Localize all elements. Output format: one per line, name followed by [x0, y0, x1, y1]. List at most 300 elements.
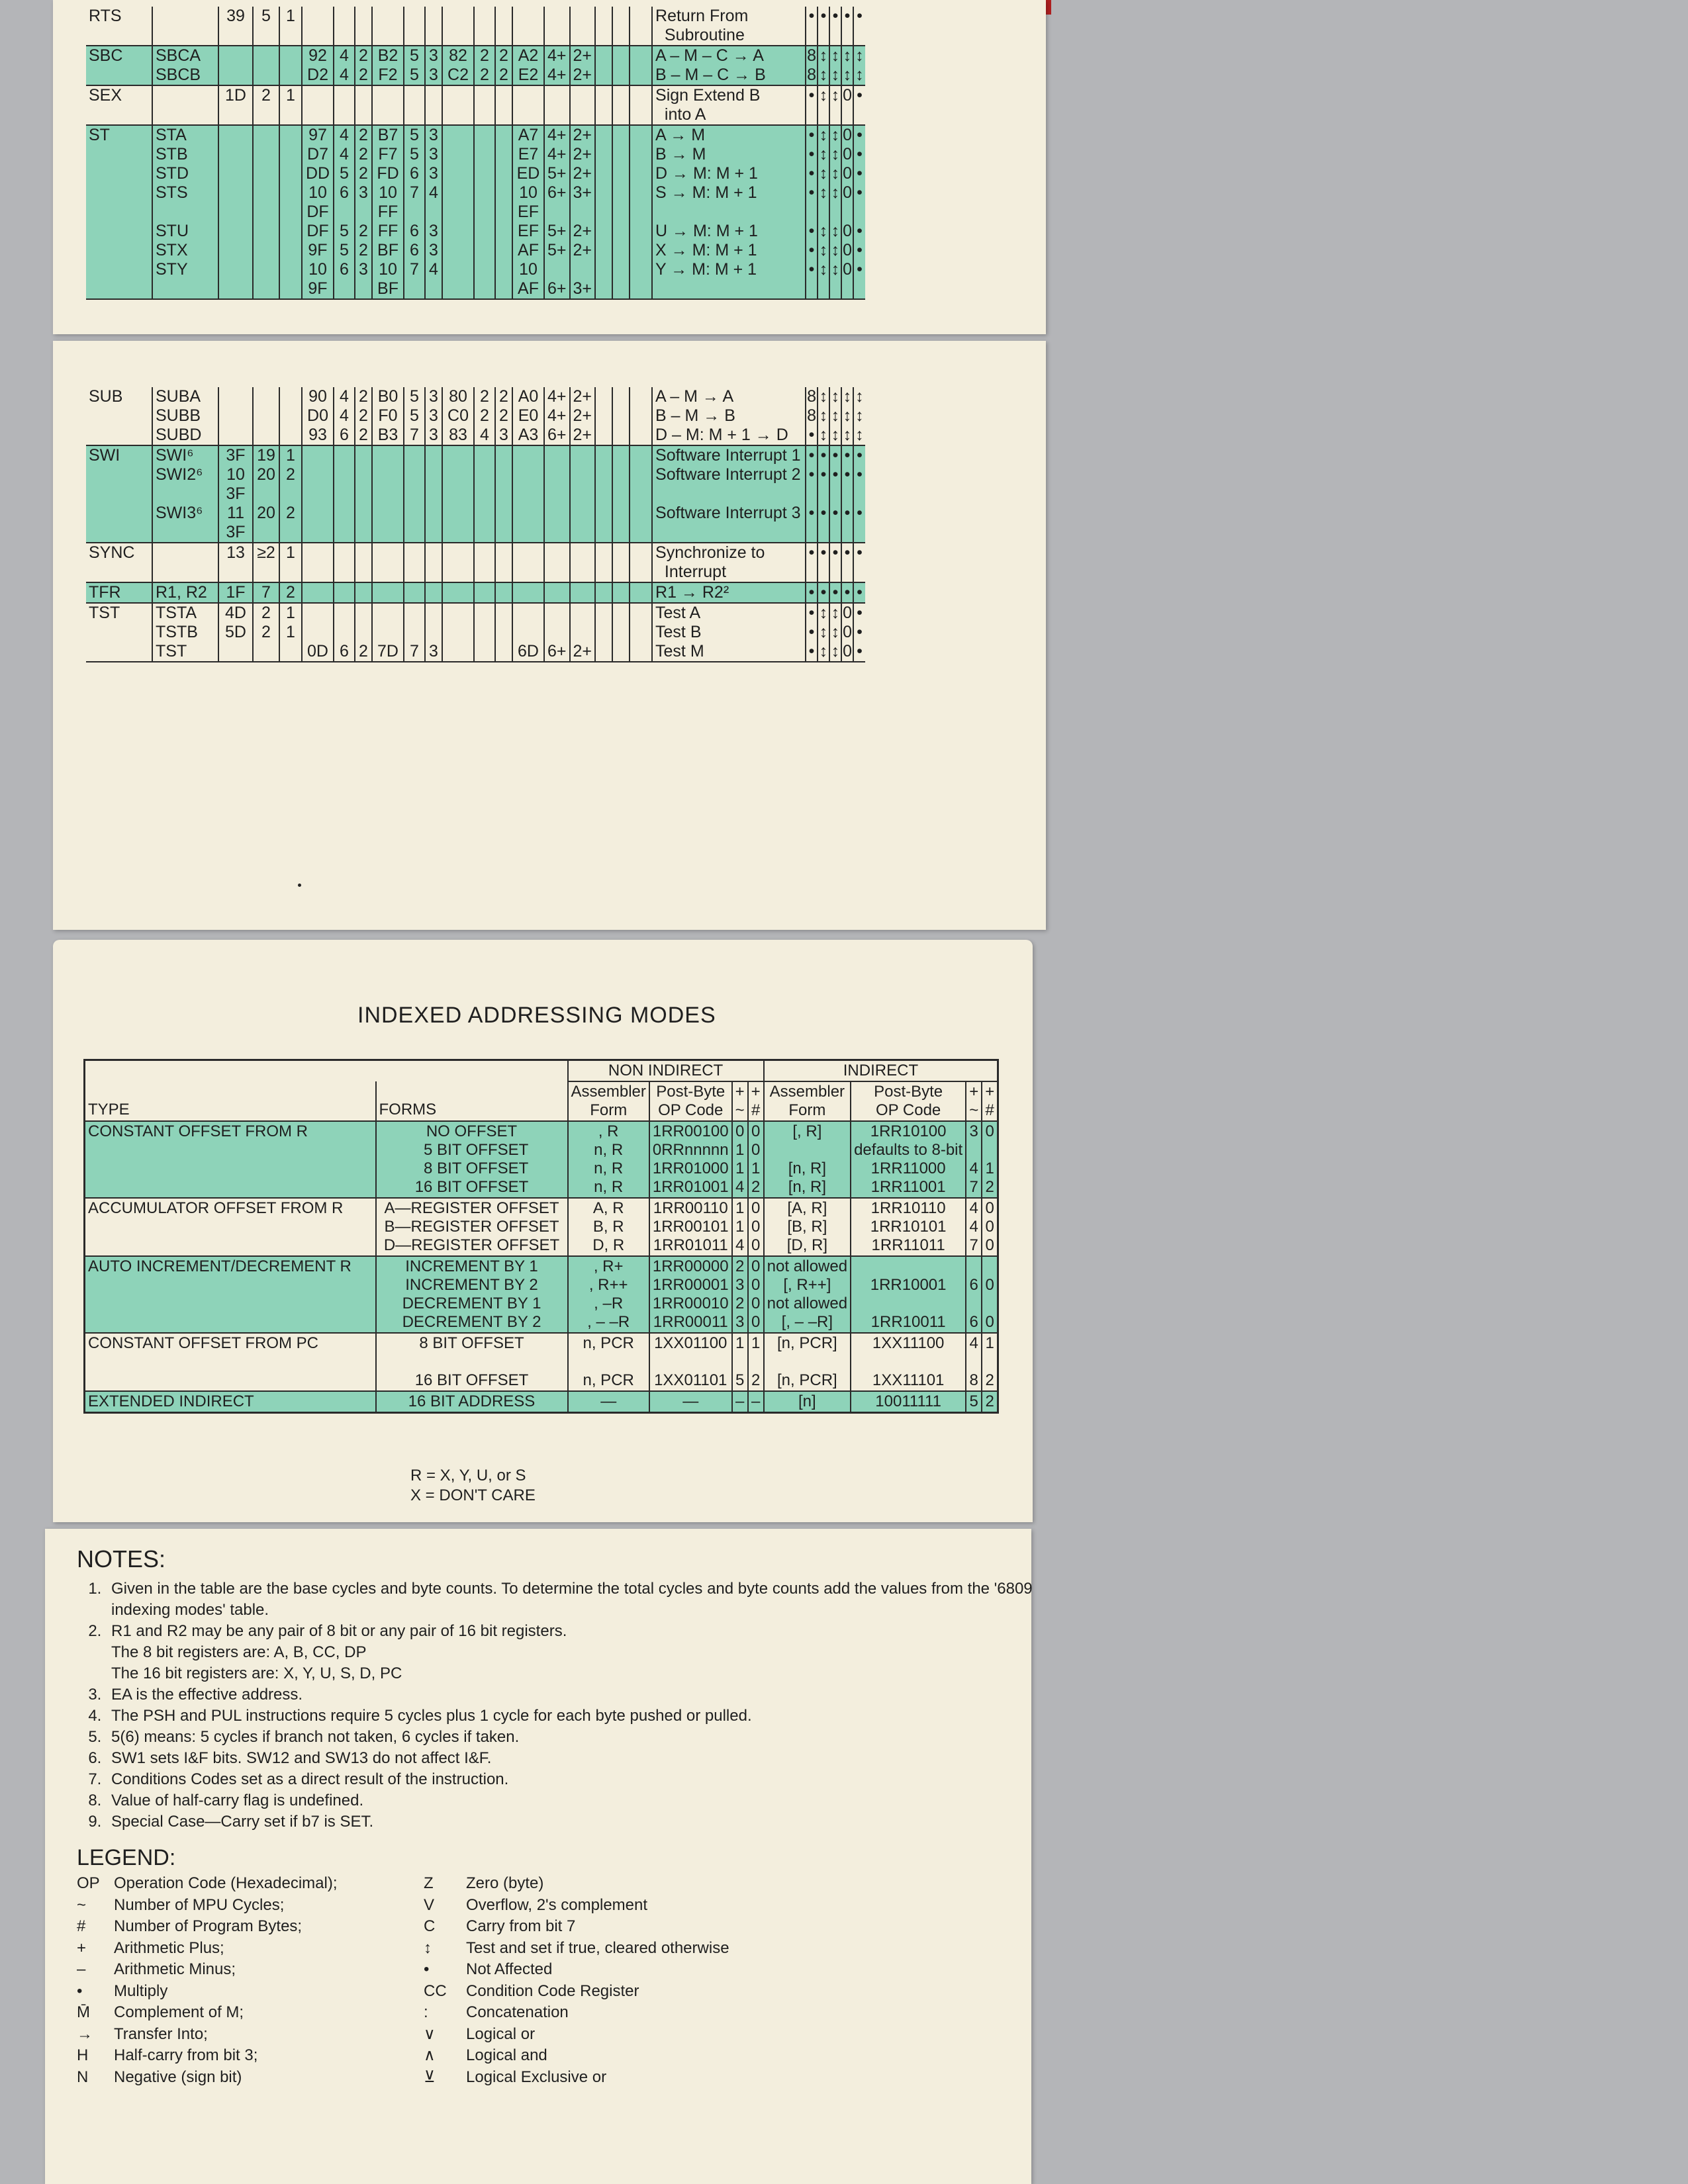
legend-entry — [424, 2024, 729, 2046]
legend-description: Number of MPU Cycles; — [114, 1895, 285, 1914]
instruction-cell — [152, 543, 218, 582]
instruction-cell — [474, 85, 495, 125]
instruction-cell — [570, 85, 596, 125]
indexed-h-cell: – — [748, 1391, 764, 1413]
instruction-cell — [474, 582, 495, 603]
legend-symbol: V — [424, 1895, 435, 1914]
instruction-cell — [442, 445, 474, 543]
legend-symbol: + — [77, 1938, 87, 1957]
instruction-cell: 0 0 0 0 0 0 0 — [841, 125, 853, 299]
instruction-cell — [253, 387, 279, 445]
instruction-cell: • • • — [853, 445, 865, 543]
instruction-cell: A2 E2 — [512, 46, 544, 85]
instruction-cell: ↕ ↕ ↕ — [841, 387, 853, 445]
indexed-asm-cell: n, PCR n, PCR — [568, 1333, 649, 1391]
indexed-ih-cell: 2 — [982, 1391, 998, 1413]
legend-description: Arithmetic Plus; — [114, 1938, 224, 1957]
legend-entry — [77, 2002, 338, 2024]
instruction-cell: R1 → R2² — [652, 582, 806, 603]
indexed-p-cell: 0 1 1 4 — [732, 1121, 748, 1198]
instruction-cell — [595, 603, 612, 662]
instruction-cell — [404, 543, 425, 582]
type-header: TYPE — [85, 1081, 376, 1121]
legend-entry — [424, 1938, 729, 1960]
instruction-cell — [253, 125, 279, 299]
note-6: 6. SW1 sets I&F bits. SW12 and SW13 do not affect I&F. — [106, 1748, 1046, 1769]
instruction-cell — [595, 46, 612, 85]
indexed-row — [85, 1121, 998, 1198]
instruction-cell: Return From Subroutine — [652, 7, 806, 46]
instruction-cell: 1F — [218, 582, 253, 603]
indirect-cycles-header: + ~ — [966, 1081, 982, 1121]
instruction-cell: ↕ ↕ — [818, 46, 829, 85]
instruction-cell: ↕ ↕ ↕ ↕ ↕ ↕ ↕ — [829, 125, 841, 299]
indirect-bytes-header: + # — [982, 1081, 998, 1121]
instruction-cell: 0D — [302, 603, 334, 662]
instruction-cell — [355, 445, 372, 543]
legend-symbol: OP — [77, 1874, 100, 1892]
instruction-cell — [612, 125, 630, 299]
instruction-cell: • — [829, 543, 841, 582]
instruction-cell: 0 0 0 — [841, 603, 853, 662]
instruction-cell: ≥2 — [253, 543, 279, 582]
legend-symbol: ↕ — [424, 1938, 432, 1957]
legend-entry — [424, 1873, 729, 1895]
instruction-cell: SWI⁶ SWI2⁶ SWI3⁶ — [152, 445, 218, 543]
instruction-cell: • • • • • • • — [806, 125, 818, 299]
instruction-cell: TSTA TSTB TST — [152, 603, 218, 662]
instruction-cell — [442, 543, 474, 582]
instruction-cell: 92 D2 — [302, 46, 334, 85]
instruction-cell: ST — [86, 125, 152, 299]
legend-symbol: ~ — [77, 1895, 87, 1914]
instruction-cell: 2 — [279, 582, 302, 603]
instruction-cell: 2 2 — [495, 46, 512, 85]
indexed-h-cell: 0 0 0 — [748, 1198, 764, 1256]
legend-entry — [424, 1916, 729, 1938]
instruction-row — [86, 445, 865, 543]
indexed-iasm-cell: [n] — [764, 1391, 851, 1413]
instruction-cell: 7D — [372, 603, 404, 662]
instruction-cell: 2+ 2+ 2+ 3+ 2+ 2+ 3+ — [570, 125, 596, 299]
note-3: 3. EA is the effective address. — [106, 1684, 1046, 1706]
instruction-cell — [570, 543, 596, 582]
legend-entry — [77, 1938, 338, 1960]
instruction-cell — [512, 445, 544, 543]
instruction-cell — [570, 582, 596, 603]
instruction-cell — [630, 7, 652, 46]
indirect-header: INDIRECT — [764, 1060, 998, 1082]
legend-symbol: • — [77, 1981, 83, 2000]
instruction-cell — [630, 125, 652, 299]
instruction-cell — [495, 445, 512, 543]
instruction-cell: B2 F2 — [372, 46, 404, 85]
indexed-forms-cell: A—REGISTER OFFSET B—REGISTER OFFSET D—REGISTER OFFSET — [376, 1198, 568, 1256]
instruction-cell: • — [853, 85, 865, 125]
legend-description: Carry from bit 7 — [466, 1917, 576, 1935]
instruction-cell: 6D — [512, 603, 544, 662]
indexed-ih-cell: 0 0 0 — [982, 1198, 998, 1256]
instruction-cell — [425, 543, 442, 582]
instruction-cell — [630, 543, 652, 582]
instruction-cell — [495, 603, 512, 662]
instruction-cell: 4+ 4+ 5+ 6+ 5+ 5+ 6+ — [544, 125, 570, 299]
instruction-cell — [152, 7, 218, 46]
instruction-cell: ↕ ↕ — [853, 46, 865, 85]
instruction-cell — [279, 125, 302, 299]
indexed-ih-cell: 1 2 — [982, 1333, 998, 1391]
indexed-forms-cell: INCREMENT BY 1 INCREMENT BY 2 DECREMENT BY 1 DECREMENT BY 2 — [376, 1256, 568, 1333]
indexed-ih-cell: 0 0 — [982, 1256, 998, 1333]
legend-description: Arithmetic Minus; — [114, 1960, 236, 1978]
instruction-cell — [544, 543, 570, 582]
instruction-cell: • — [829, 7, 841, 46]
legend-symbol: ⊻ — [424, 2068, 436, 2086]
instruction-cell — [544, 445, 570, 543]
legend-entry — [424, 1895, 729, 1917]
legend-description: Half-carry from bit 3; — [114, 2046, 258, 2064]
instruction-card-top — [53, 0, 1046, 334]
instruction-row — [86, 7, 865, 46]
instruction-cell: SUBA SUBB SUBD — [152, 387, 218, 445]
indexed-type-cell: ACCUMULATOR OFFSET FROM R — [85, 1198, 376, 1256]
instruction-cell: ↕ ↕ — [841, 46, 853, 85]
indexed-post-cell: 1RR00110 1RR00101 1RR01011 — [649, 1198, 732, 1256]
instruction-cell: 4+ 4+ — [544, 46, 570, 85]
instruction-cell: SWI — [86, 445, 152, 543]
indexed-title: INDEXED ADDRESSING MODES — [357, 1003, 716, 1028]
indexed-post-cell: — — [649, 1391, 732, 1413]
legend-symbol: CC — [424, 1981, 447, 2000]
legend-entry — [77, 2024, 338, 2046]
indexed-forms-cell: 8 BIT OFFSET 16 BIT OFFSET — [376, 1333, 568, 1391]
instruction-cell: TFR — [86, 582, 152, 603]
legend-entry — [424, 1959, 729, 1981]
instruction-cell: 2 2 3 — [495, 387, 512, 445]
instruction-cell — [302, 85, 334, 125]
instruction-cell: 2+ — [570, 603, 596, 662]
note-1: 1. Given in the table are the base cycles and byte counts. To determine the total cycles and byte counts add the values from the '6809 indexing modes' table. — [106, 1578, 1046, 1621]
instruction-cell: 97 D7 DD 10 DF DF 9F 10 9F — [302, 125, 334, 299]
instruction-cell — [372, 582, 404, 603]
instruction-cell: 4D 5D — [218, 603, 253, 662]
instruction-cell — [630, 85, 652, 125]
instruction-cell — [474, 603, 495, 662]
instruction-cell: 5 5 — [404, 46, 425, 85]
instruction-cell — [404, 582, 425, 603]
cycles-header: + ~ — [732, 1081, 748, 1121]
instruction-cell: • — [853, 7, 865, 46]
legend-left-column — [77, 1873, 338, 2088]
instruction-cell: 2 2 — [474, 46, 495, 85]
indexed-iasm-cell: not allowed [, R++] not allowed [, – –R] — [764, 1256, 851, 1333]
instruction-cell — [404, 7, 425, 46]
instruction-cell: • — [818, 582, 829, 603]
indexed-iasm-cell: [n, PCR] [n, PCR] — [764, 1333, 851, 1391]
instruction-row — [86, 46, 865, 85]
indexed-type-cell: CONSTANT OFFSET FROM R — [85, 1121, 376, 1198]
dont-care-note: X = DON'T CARE — [410, 1486, 536, 1504]
legend-entry — [424, 2067, 729, 2089]
indexed-post-cell: 1XX01100 1XX01101 — [649, 1333, 732, 1391]
indexed-iasm-cell: [, R] [n, R] [n, R] — [764, 1121, 851, 1198]
instruction-cell: A0 E0 A3 — [512, 387, 544, 445]
instruction-cell: ↕ ↕ ↕ ↕ ↕ ↕ ↕ — [818, 125, 829, 299]
legend-symbol: → — [77, 2025, 93, 2043]
instruction-table-top — [86, 7, 865, 300]
instruction-cell — [442, 7, 474, 46]
instruction-cell — [544, 582, 570, 603]
indexed-iasm-cell: [A, R] [B, R] [D, R] — [764, 1198, 851, 1256]
instruction-cell — [474, 7, 495, 46]
instruction-cell — [495, 582, 512, 603]
legend-description: Overflow, 2's complement — [466, 1895, 648, 1914]
instruction-cell: ↕ ↕ ↕ — [829, 387, 841, 445]
instruction-cell: 4+ 4+ 6+ — [544, 387, 570, 445]
instruction-cell — [372, 445, 404, 543]
indexed-type-cell: EXTENDED INDIRECT — [85, 1391, 376, 1413]
legend-entry — [77, 1895, 338, 1917]
instruction-cell: ↕ ↕ ↕ — [853, 387, 865, 445]
indexed-row — [85, 1198, 998, 1256]
instruction-cell: ↕ — [818, 85, 829, 125]
indexed-forms-cell: 16 BIT ADDRESS — [376, 1391, 568, 1413]
instruction-cell — [512, 543, 544, 582]
instruction-cell — [544, 85, 570, 125]
instruction-cell: A7 E7 ED 10 EF EF AF 10 AF — [512, 125, 544, 299]
instruction-cell — [372, 7, 404, 46]
legend-symbol: # — [77, 1917, 86, 1935]
instruction-cell — [355, 582, 372, 603]
legend-symbol: Z — [424, 1874, 434, 1892]
indexed-ipost-cell: 10011111 — [851, 1391, 966, 1413]
legend-heading: LEGEND: — [77, 1845, 176, 1870]
instruction-cell: 2 — [253, 85, 279, 125]
indexed-type-cell: CONSTANT OFFSET FROM PC — [85, 1333, 376, 1391]
legend-description: Number of Program Bytes; — [114, 1917, 303, 1935]
legend-description: Zero (byte) — [466, 1874, 544, 1892]
instruction-cell: 2 2 2 — [355, 387, 372, 445]
instruction-cell: 1 — [279, 543, 302, 582]
instruction-card-middle — [53, 341, 1046, 930]
legend-entry — [424, 2045, 729, 2067]
note-2: 2. R1 and R2 may be any pair of 8 bit or any pair of 16 bit registers. The 8 bit registers are: A, B, CC, DP The 16 bit registers are: X, Y, U, S, D, PC — [106, 1621, 1046, 1684]
instruction-row — [86, 603, 865, 662]
instruction-cell — [302, 543, 334, 582]
indexed-ip-cell: 3 4 7 — [966, 1121, 982, 1198]
instruction-cell: 3F 10 3F 11 3F — [218, 445, 253, 543]
instruction-cell — [570, 445, 596, 543]
legend-entry — [77, 1981, 338, 2003]
instruction-cell — [630, 603, 652, 662]
legend-entry — [77, 2045, 338, 2067]
instruction-cell: SYNC — [86, 543, 152, 582]
instruction-cell — [512, 85, 544, 125]
instruction-cell: ↕ ↕ ↕ — [818, 603, 829, 662]
non-indirect-header: NON INDIRECT — [568, 1060, 764, 1082]
instruction-cell — [595, 125, 612, 299]
legend-description: Not Affected — [466, 1960, 553, 1978]
instruction-cell — [279, 387, 302, 445]
instruction-cell: RTS — [86, 7, 152, 46]
legend-entry — [77, 1959, 338, 1981]
instruction-cell — [612, 85, 630, 125]
instruction-cell — [595, 85, 612, 125]
instruction-cell — [630, 582, 652, 603]
instruction-cell: Sign Extend B into A — [652, 85, 806, 125]
legend-symbol: ∧ — [424, 2046, 436, 2064]
instruction-cell: 2 2 4 — [474, 387, 495, 445]
instruction-cell: Synchronize to Interrupt — [652, 543, 806, 582]
instruction-cell: 82 C2 — [442, 46, 474, 85]
indexed-ipost-cell: 1RR10110 1RR10101 1RR11011 — [851, 1198, 966, 1256]
instruction-cell: • • • — [806, 603, 818, 662]
indexed-h-cell: 0 0 1 2 — [748, 1121, 764, 1198]
instruction-cell: 2+ 2+ 2+ — [570, 387, 596, 445]
instruction-cell — [334, 445, 355, 543]
legend-entry — [77, 1873, 338, 1895]
instruction-cell — [355, 7, 372, 46]
instruction-cell — [474, 445, 495, 543]
instruction-cell: • — [841, 582, 853, 603]
instruction-cell: 3 — [425, 603, 442, 662]
instruction-cell — [355, 85, 372, 125]
instruction-cell — [218, 387, 253, 445]
instruction-row — [86, 543, 865, 582]
indexed-ipost-cell: 1RR10001 1RR10011 — [851, 1256, 966, 1333]
indexed-post-cell: 1RR00000 1RR00001 1RR00010 1RR00011 — [649, 1256, 732, 1333]
instruction-cell: • • • — [841, 445, 853, 543]
legend-symbol: N — [77, 2068, 89, 2086]
instruction-cell: 39 — [218, 7, 253, 46]
instruction-cell: R1, R2 — [152, 582, 218, 603]
instruction-cell — [595, 543, 612, 582]
instruction-cell — [495, 125, 512, 299]
legend-symbol: – — [77, 1960, 86, 1978]
instruction-cell: • — [853, 582, 865, 603]
bytes-header: + # — [748, 1081, 764, 1121]
indexed-modes-table — [83, 1059, 999, 1414]
indexed-type-cell: AUTO INCREMENT/DECREMENT R — [85, 1256, 376, 1333]
legend-symbol: • — [424, 1960, 430, 1978]
indexed-asm-cell: , R+ , R++ , –R , – –R — [568, 1256, 649, 1333]
indexed-ih-cell: 0 1 2 — [982, 1121, 998, 1198]
instruction-cell: 4 4 6 — [334, 387, 355, 445]
instruction-cell: A → M B → M D → M: M + 1 S → M: M + 1 U → M: M + 1 X → M: M + 1 Y → M: M + 1 — [652, 125, 806, 299]
instruction-cell: • — [806, 85, 818, 125]
indexed-ipost-cell: 1RR10100 defaults to 8-bit 1RR11000 1RR11001 — [851, 1121, 966, 1198]
instruction-cell — [253, 46, 279, 85]
instruction-cell — [495, 543, 512, 582]
instruction-cell: 3 3 3 4 3 3 4 — [425, 125, 442, 299]
instruction-cell: TST — [86, 603, 152, 662]
instruction-table-middle — [86, 387, 865, 662]
instruction-cell: • — [829, 582, 841, 603]
instruction-cell: 2+ 2+ — [570, 46, 596, 85]
indexed-addressing-card — [53, 940, 1033, 1522]
instruction-cell: SEX — [86, 85, 152, 125]
indexed-asm-cell: — — [568, 1391, 649, 1413]
instruction-cell: ↕ ↕ ↕ — [818, 387, 829, 445]
notes-card — [45, 1529, 1031, 2184]
instruction-cell — [218, 46, 253, 85]
instruction-cell — [302, 582, 334, 603]
instruction-cell — [334, 543, 355, 582]
legend-symbol: M̄ — [77, 2003, 90, 2021]
instruction-cell: • — [806, 543, 818, 582]
instruction-cell: SBCA SBCB — [152, 46, 218, 85]
legend-description: Transfer Into; — [114, 2025, 208, 2043]
indexed-ipost-cell: 1XX11100 1XX11101 — [851, 1333, 966, 1391]
instruction-cell: • • • — [818, 445, 829, 543]
instruction-cell: 8 8 • — [806, 387, 818, 445]
instruction-cell: Test A Test B Test M — [652, 603, 806, 662]
instruction-cell — [612, 387, 630, 445]
instruction-cell — [302, 7, 334, 46]
legend-symbol: H — [77, 2046, 89, 2064]
instruction-cell — [334, 7, 355, 46]
legend-symbol: C — [424, 1917, 436, 1935]
postbyte-header: Post-Byte OP Code — [649, 1081, 732, 1121]
legend-description: Logical Exclusive or — [466, 2068, 607, 2086]
instruction-cell: 90 D0 93 — [302, 387, 334, 445]
note-7: 7. Conditions Codes set as a direct result of the instruction. — [106, 1769, 1046, 1790]
indexed-ip-cell: 4 4 7 — [966, 1198, 982, 1256]
note-4: 4. The PSH and PUL instructions require 5 cycles plus 1 cycle for each byte pushed or pulled. — [106, 1706, 1046, 1727]
instruction-cell: • • • — [853, 603, 865, 662]
indexed-ip-cell: 6 6 — [966, 1256, 982, 1333]
instruction-cell — [404, 445, 425, 543]
instruction-cell: SUB — [86, 387, 152, 445]
instruction-cell — [404, 85, 425, 125]
instruction-cell: • — [818, 543, 829, 582]
instruction-cell — [218, 125, 253, 299]
indexed-h-cell: 0 0 0 0 — [748, 1256, 764, 1333]
instruction-cell: 80 C0 83 — [442, 387, 474, 445]
instruction-cell — [474, 543, 495, 582]
indexed-asm-cell: A, R B, R D, R — [568, 1198, 649, 1256]
instruction-cell: 6 — [334, 603, 355, 662]
notes-list — [77, 1578, 1046, 1833]
instruction-cell: A – M → A B – M → B D – M: M + 1 → D — [652, 387, 806, 445]
instruction-cell: 2 — [355, 603, 372, 662]
legend-entry — [424, 1981, 729, 2003]
instruction-cell: B7 F7 FD 10 FF FF BF 10 BF — [372, 125, 404, 299]
indexed-h-cell: 1 2 — [748, 1333, 764, 1391]
legend-description: Concatenation — [466, 2003, 569, 2021]
legend-description: Logical or — [466, 2025, 536, 2043]
legend-description: Operation Code (Hexadecimal); — [114, 1874, 338, 1892]
asm-header: Assembler Form — [568, 1081, 649, 1121]
indexed-forms-cell: NO OFFSET 5 BIT OFFSET 8 BIT OFFSET 16 BIT OFFSET — [376, 1121, 568, 1198]
instruction-cell: 0 — [841, 85, 853, 125]
instruction-cell — [612, 445, 630, 543]
instruction-cell — [630, 46, 652, 85]
indexed-ip-cell: 4 8 — [966, 1333, 982, 1391]
legend-description: Logical and — [466, 2046, 547, 2064]
instruction-cell — [442, 603, 474, 662]
instruction-cell: • — [841, 7, 853, 46]
indexed-asm-cell: , R n, R n, R n, R — [568, 1121, 649, 1198]
legend-description: Test and set if true, cleared otherwise — [466, 1938, 729, 1957]
instruction-cell — [595, 387, 612, 445]
legend-description: Condition Code Register — [466, 1981, 639, 2000]
note-9: 9. Special Case—Carry set if b7 is SET. — [106, 1811, 1046, 1833]
instruction-cell: A – M – C → A B – M – C → B — [652, 46, 806, 85]
instruction-cell: 4 4 5 6 5 5 6 — [334, 125, 355, 299]
instruction-cell: 3 3 — [425, 46, 442, 85]
instruction-cell — [334, 582, 355, 603]
